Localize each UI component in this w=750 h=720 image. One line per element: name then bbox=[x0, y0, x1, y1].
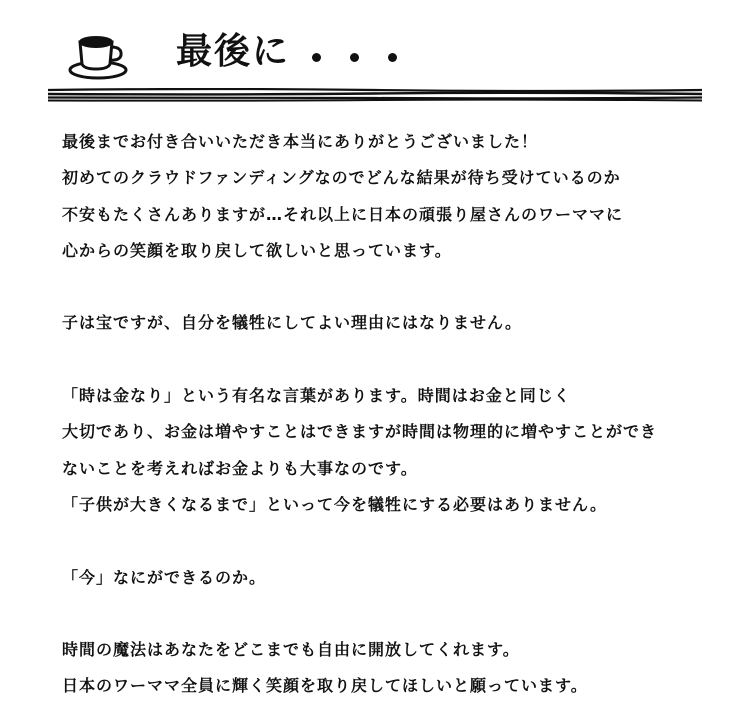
text-line: 大切であり、お金は増やすことはできますが時間は物理的に増やすことができ bbox=[62, 422, 658, 442]
paragraph bbox=[62, 560, 722, 596]
text-line: 子は宝ですが、自分を犠牲にしてよい理由にはなりません。 bbox=[62, 313, 522, 333]
spacer bbox=[62, 523, 722, 559]
paragraph bbox=[62, 124, 722, 269]
divider bbox=[48, 88, 702, 102]
title-ellipsis bbox=[298, 46, 408, 70]
text-line: ないことを考えればお金よりも大事なのです。 bbox=[62, 458, 418, 478]
header bbox=[0, 0, 750, 110]
page-title: 最後に bbox=[176, 31, 291, 72]
text-line: 日本のワーママ全員に輝く笑顔を取り戻してほしいと願っています。 bbox=[62, 676, 588, 696]
text-line: 最後までお付き合いいただき本当にありがとうございました！ bbox=[62, 132, 539, 151]
text-line: 「時は金なり」という有名な言葉があります。時間はお金と同じく bbox=[62, 386, 571, 406]
paragraph bbox=[62, 305, 722, 341]
spacer bbox=[62, 342, 722, 378]
paragraph bbox=[62, 632, 722, 705]
text-line: 時間の魔法はあなたをどこまでも自由に開放してくれます。 bbox=[62, 640, 520, 660]
paragraph bbox=[62, 378, 722, 523]
text-line: 「今」なにができるのか。 bbox=[62, 567, 267, 587]
text-line: 不安もたくさんありますが…それ以上に日本の頑張り屋さんのワーママに bbox=[62, 204, 624, 224]
spacer bbox=[62, 596, 722, 632]
text-line: 初めてのクラウドファンディングなのでどんな結果が待ち受けているのか bbox=[62, 168, 621, 188]
coffee-cup-icon bbox=[66, 28, 130, 80]
text-line: 「子供が大きくなるまで」といって今を犠牲にする必要はありません。 bbox=[62, 494, 607, 514]
spacer bbox=[62, 269, 722, 305]
text-line: 心からの笑顔を取り戻して欲しいと思っています。 bbox=[62, 240, 452, 260]
message-body bbox=[62, 124, 722, 705]
